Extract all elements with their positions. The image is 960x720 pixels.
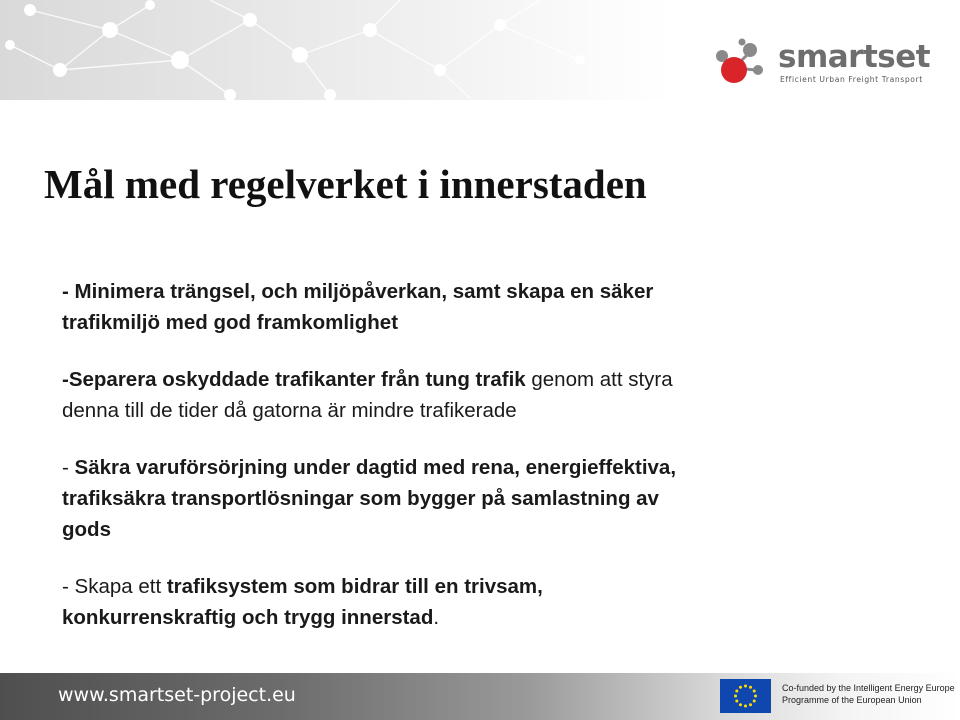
bullet-paragraph [62, 276, 922, 338]
paragraph-line: - Minimera trängsel, och miljöpåverkan, samt skapa en säker [62, 280, 654, 303]
paragraph-line-rest: genom att styra [525, 368, 673, 391]
paragraph-prefix: - [62, 456, 75, 479]
eu-text-line1: Co-funded by the Intelligent Energy Europe [782, 683, 955, 693]
logo-tagline: Efficient Urban Freight Transport [780, 75, 923, 84]
bullet-paragraph [62, 571, 922, 633]
logo-wordmark: smartset [778, 39, 931, 75]
paragraph-line-bold: trafiksystem som bidrar till en trivsam, [166, 575, 543, 598]
eu-text-line2: Programme of the European Union [782, 695, 922, 705]
footer-url-link[interactable]: www.smartset-project.eu [58, 684, 296, 706]
paragraph-line: trafiksäkra transportlösningar som bygger på samlastning av [62, 487, 659, 510]
eu-flag-icon [720, 679, 771, 713]
paragraph-line-bold: -Separera oskyddade trafikanter från tung trafik [62, 368, 526, 391]
eu-cofunding-text [782, 682, 955, 706]
bullet-paragraph [62, 452, 922, 545]
bullet-paragraph [62, 364, 922, 426]
paragraph-line: trafikmiljö med god framkomlighet [62, 311, 399, 334]
slide-title: Mål med regelverket i innerstaden [44, 161, 647, 207]
paragraph-line: denna till de tider då gatorna är mindre trafikerade [62, 399, 517, 422]
paragraph-line: gods [62, 518, 111, 541]
network-graphic [0, 0, 700, 100]
paragraph-line-bold: konkurrenskraftig och trygg innerstad [62, 606, 434, 629]
paragraph-line-rest: . [433, 606, 440, 629]
smartset-logo-mark-icon [712, 38, 772, 90]
slide-content [62, 276, 922, 659]
paragraph-line: Säkra varuförsörjning under dagtid med rena, energieffektiva, [74, 456, 677, 479]
paragraph-prefix: - Skapa ett [62, 575, 167, 598]
smartset-logo [712, 38, 931, 90]
footer-bar [0, 673, 960, 720]
